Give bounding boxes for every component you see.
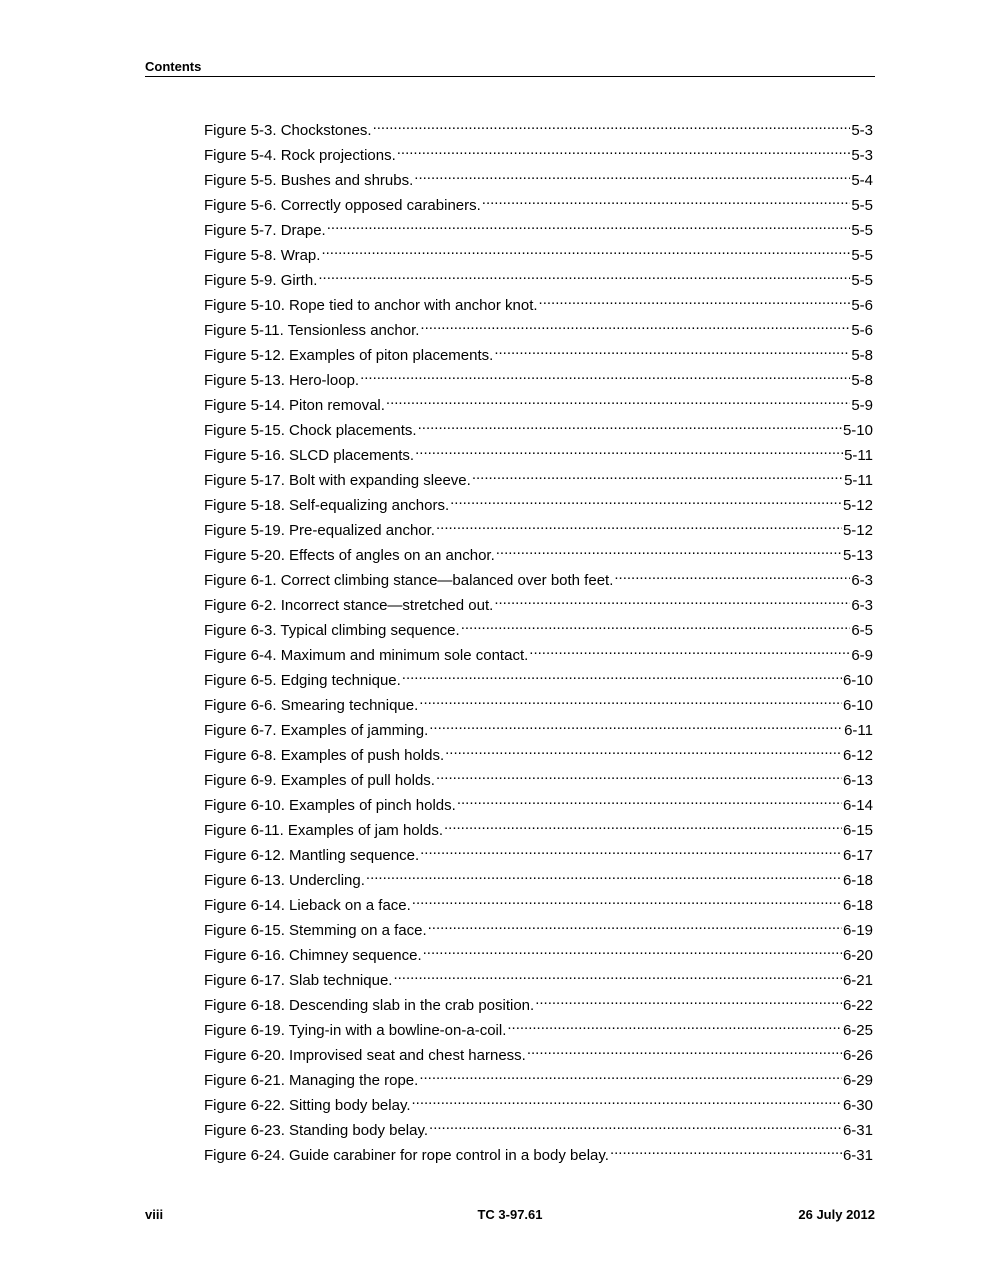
dot-leader — [445, 740, 842, 760]
footer-page-number: viii — [145, 1207, 164, 1222]
toc-entry-title: Figure 5-4. Rock projections. — [204, 147, 396, 164]
toc-entry-title: Figure 5-12. Examples of piton placements. — [204, 347, 494, 364]
toc-entry-title: Figure 5-9. Girth. — [204, 272, 318, 289]
dot-leader — [436, 515, 842, 535]
toc-entry-page: 6-20 — [842, 947, 873, 964]
toc-entry-page: 6-11 — [844, 722, 873, 739]
dot-leader — [527, 1040, 842, 1060]
toc-entry[interactable] — [204, 1090, 873, 1115]
dot-leader — [472, 465, 843, 485]
dot-leader — [420, 315, 850, 335]
page-header — [145, 59, 875, 77]
toc-entry-title: Figure 5-7. Drape. — [204, 222, 326, 239]
footer-document-id: TC 3-97.61 — [477, 1207, 543, 1222]
toc-entry-page: 6-18 — [842, 872, 873, 889]
toc-entry[interactable] — [204, 465, 873, 490]
toc-entry[interactable] — [204, 940, 873, 965]
dot-leader — [429, 715, 843, 735]
toc-entry-page: 5-12 — [842, 522, 873, 539]
toc-entry-page: 6-12 — [842, 747, 873, 764]
toc-entry[interactable] — [204, 840, 873, 865]
dot-leader — [419, 690, 842, 710]
toc-entry-title: Figure 6-10. Examples of pinch holds. — [204, 797, 456, 814]
dot-leader — [318, 265, 850, 285]
toc-entry-title: Figure 6-17. Slab technique. — [204, 972, 393, 989]
toc-entry-title: Figure 6-2. Incorrect stance—stretched out. — [204, 597, 494, 614]
toc-entry[interactable] — [204, 365, 873, 390]
toc-entry-page: 5-13 — [842, 547, 873, 564]
toc-entry-page: 6-25 — [842, 1022, 873, 1039]
dot-leader — [418, 415, 842, 435]
dot-leader — [412, 890, 842, 910]
toc-entry-page: 5-12 — [842, 497, 873, 514]
dot-leader — [414, 165, 850, 185]
toc-entry-page: 6-10 — [842, 697, 873, 714]
toc-entry-page: 6-18 — [842, 897, 873, 914]
toc-entry[interactable] — [204, 665, 873, 690]
toc-entry-title: Figure 5-10. Rope tied to anchor with anchor knot. — [204, 297, 538, 314]
toc-entry-title: Figure 6-1. Correct climbing stance—balanced over both feet. — [204, 572, 614, 589]
toc-entry-page: 5-9 — [851, 397, 873, 414]
toc-entry-title: Figure 5-20. Effects of angles on an anchor. — [204, 547, 495, 564]
toc-entry-title: Figure 6-19. Tying-in with a bowline-on-a-coil. — [204, 1022, 507, 1039]
toc-entry-page: 6-10 — [842, 672, 873, 689]
toc-entry[interactable] — [204, 190, 873, 215]
dot-leader — [428, 915, 842, 935]
toc-entry[interactable] — [204, 990, 873, 1015]
toc-entry[interactable] — [204, 640, 873, 665]
toc-entry[interactable] — [204, 715, 873, 740]
dot-leader — [321, 240, 850, 260]
toc-entry[interactable] — [204, 865, 873, 890]
dot-leader — [412, 1090, 842, 1110]
toc-entry[interactable] — [204, 340, 873, 365]
toc-entry-page: 6-5 — [851, 622, 873, 639]
dot-leader — [450, 490, 842, 510]
toc-entry-title: Figure 6-3. Typical climbing sequence. — [204, 622, 460, 639]
toc-entry[interactable] — [204, 965, 873, 990]
toc-entry-title: Figure 5-11. Tensionless anchor. — [204, 322, 420, 339]
toc-entry-page: 5-3 — [851, 122, 873, 139]
toc-entry-page: 6-30 — [842, 1097, 873, 1114]
toc-entry-page: 6-22 — [842, 997, 873, 1014]
toc-entry-title: Figure 6-14. Lieback on a face. — [204, 897, 411, 914]
dot-leader — [494, 590, 850, 610]
toc-entry-page: 5-5 — [851, 197, 873, 214]
toc-entry[interactable] — [204, 890, 873, 915]
toc-entry[interactable] — [204, 740, 873, 765]
dot-leader — [366, 865, 842, 885]
toc-entry-title: Figure 6-4. Maximum and minimum sole contact. — [204, 647, 529, 664]
toc-entry-page: 5-3 — [851, 147, 873, 164]
dot-leader — [373, 115, 851, 135]
dot-leader — [529, 640, 850, 660]
toc-entry-title: Figure 6-12. Mantling sequence. — [204, 847, 420, 864]
toc-entry-title: Figure 6-9. Examples of pull holds. — [204, 772, 435, 789]
toc-entry[interactable] — [204, 215, 873, 240]
toc-entry[interactable] — [204, 1040, 873, 1065]
toc-entry-title: Figure 5-13. Hero-loop. — [204, 372, 360, 389]
dot-leader — [496, 540, 842, 560]
toc-entry-page: 5-8 — [851, 372, 873, 389]
toc-entry[interactable] — [204, 915, 873, 940]
toc-entry-page: 6-15 — [842, 822, 873, 839]
dot-leader — [444, 815, 842, 835]
toc-entry-title: Figure 6-16. Chimney sequence. — [204, 947, 422, 964]
toc-entry-page: 6-3 — [851, 572, 873, 589]
toc-entry-title: Figure 6-22. Sitting body belay. — [204, 1097, 411, 1114]
toc-entry[interactable] — [204, 1115, 873, 1140]
dot-leader — [419, 1065, 842, 1085]
dot-leader — [420, 840, 842, 860]
dot-leader — [386, 390, 850, 410]
toc-entry[interactable] — [204, 815, 873, 840]
toc-entry[interactable] — [204, 115, 873, 140]
dot-leader — [327, 215, 851, 235]
dot-leader — [360, 365, 850, 385]
toc-entry-title: Figure 5-3. Chockstones. — [204, 122, 372, 139]
toc-entry[interactable] — [204, 565, 873, 590]
toc-entry[interactable] — [204, 1015, 873, 1040]
toc-entry[interactable] — [204, 165, 873, 190]
dot-leader — [614, 565, 850, 585]
toc-entry-page: 5-11 — [844, 472, 873, 489]
toc-entry-page: 6-13 — [842, 772, 873, 789]
toc-entry-title: Figure 5-17. Bolt with expanding sleeve. — [204, 472, 471, 489]
dot-leader — [494, 340, 850, 360]
toc-entry-title: Figure 6-15. Stemming on a face. — [204, 922, 427, 939]
toc-entry-page: 5-8 — [851, 347, 873, 364]
toc-entry-title: Figure 5-15. Chock placements. — [204, 422, 417, 439]
toc-entry-page: 6-17 — [842, 847, 873, 864]
dot-leader — [436, 765, 842, 785]
toc-entry-page: 5-4 — [851, 172, 873, 189]
dot-leader — [461, 615, 851, 635]
toc-entry-title: Figure 5-16. SLCD placements. — [204, 447, 415, 464]
toc-entry[interactable] — [204, 615, 873, 640]
toc-entry-title: Figure 5-5. Bushes and shrubs. — [204, 172, 414, 189]
toc-entry[interactable] — [204, 415, 873, 440]
toc-entry-page: 6-31 — [842, 1147, 873, 1164]
toc-entry-page: 5-6 — [851, 322, 873, 339]
toc-entry[interactable] — [204, 1065, 873, 1090]
toc-entry-title: Figure 6-13. Undercling. — [204, 872, 365, 889]
dot-leader — [415, 440, 843, 460]
toc-entry-title: Figure 6-18. Descending slab in the crab position. — [204, 997, 535, 1014]
toc-entry-title: Figure 6-21. Managing the rope. — [204, 1072, 419, 1089]
toc-entry-page: 6-29 — [842, 1072, 873, 1089]
dot-leader — [393, 965, 842, 985]
toc-entry[interactable] — [204, 240, 873, 265]
toc-entry-page: 6-3 — [851, 597, 873, 614]
dot-leader — [507, 1015, 842, 1035]
toc-entry-page: 5-5 — [851, 247, 873, 264]
toc-entry-page: 5-5 — [851, 272, 873, 289]
toc-entry-page: 5-5 — [851, 222, 873, 239]
toc-entry-title: Figure 5-14. Piton removal. — [204, 397, 385, 414]
dot-leader — [423, 940, 842, 960]
toc-entry-title: Figure 6-7. Examples of jamming. — [204, 722, 429, 739]
toc-entry-page: 5-10 — [842, 422, 873, 439]
toc-entry-title: Figure 6-23. Standing body belay. — [204, 1122, 429, 1139]
dot-leader — [535, 990, 842, 1010]
list-of-figures — [204, 115, 873, 1165]
toc-entry-title: Figure 6-24. Guide carabiner for rope control in a body belay. — [204, 1147, 609, 1164]
toc-entry[interactable] — [204, 140, 873, 165]
dot-leader — [457, 790, 842, 810]
toc-entry[interactable] — [204, 290, 873, 315]
toc-entry-page: 6-9 — [851, 647, 873, 664]
toc-entry-title: Figure 5-8. Wrap. — [204, 247, 321, 264]
toc-entry[interactable] — [204, 790, 873, 815]
dot-leader — [402, 665, 842, 685]
toc-entry[interactable] — [204, 590, 873, 615]
toc-entry[interactable] — [204, 440, 873, 465]
toc-entry[interactable] — [204, 540, 873, 565]
toc-entry[interactable] — [204, 515, 873, 540]
toc-entry[interactable] — [204, 490, 873, 515]
footer-date: 26 July 2012 — [798, 1207, 875, 1222]
toc-entry[interactable] — [204, 265, 873, 290]
page-footer — [145, 1206, 875, 1224]
toc-entry[interactable] — [204, 690, 873, 715]
toc-entry-title: Figure 6-8. Examples of push holds. — [204, 747, 445, 764]
toc-entry-page: 6-31 — [842, 1122, 873, 1139]
toc-entry-page: 6-21 — [842, 972, 873, 989]
section-title: Contents — [145, 59, 202, 74]
toc-entry-title: Figure 6-11. Examples of jam holds. — [204, 822, 443, 839]
toc-entry-title: Figure 5-19. Pre-equalized anchor. — [204, 522, 435, 539]
dot-leader — [397, 140, 851, 160]
toc-entry-page: 6-19 — [842, 922, 873, 939]
toc-entry[interactable] — [204, 1140, 873, 1165]
dot-leader — [429, 1115, 842, 1135]
toc-entry-page: 6-14 — [842, 797, 873, 814]
toc-entry-page: 6-26 — [842, 1047, 873, 1064]
toc-entry-title: Figure 6-20. Improvised seat and chest harness. — [204, 1047, 526, 1064]
toc-entry[interactable] — [204, 765, 873, 790]
toc-entry-title: Figure 5-6. Correctly opposed carabiners. — [204, 197, 481, 214]
dot-leader — [610, 1140, 842, 1160]
toc-entry-title: Figure 6-6. Smearing technique. — [204, 697, 419, 714]
toc-entry[interactable] — [204, 315, 873, 340]
toc-entry-title: Figure 6-5. Edging technique. — [204, 672, 401, 689]
toc-entry-title: Figure 5-18. Self-equalizing anchors. — [204, 497, 450, 514]
toc-entry-page: 5-11 — [844, 447, 873, 464]
dot-leader — [539, 290, 851, 310]
toc-entry-page: 5-6 — [851, 297, 873, 314]
toc-entry[interactable] — [204, 390, 873, 415]
dot-leader — [482, 190, 851, 210]
